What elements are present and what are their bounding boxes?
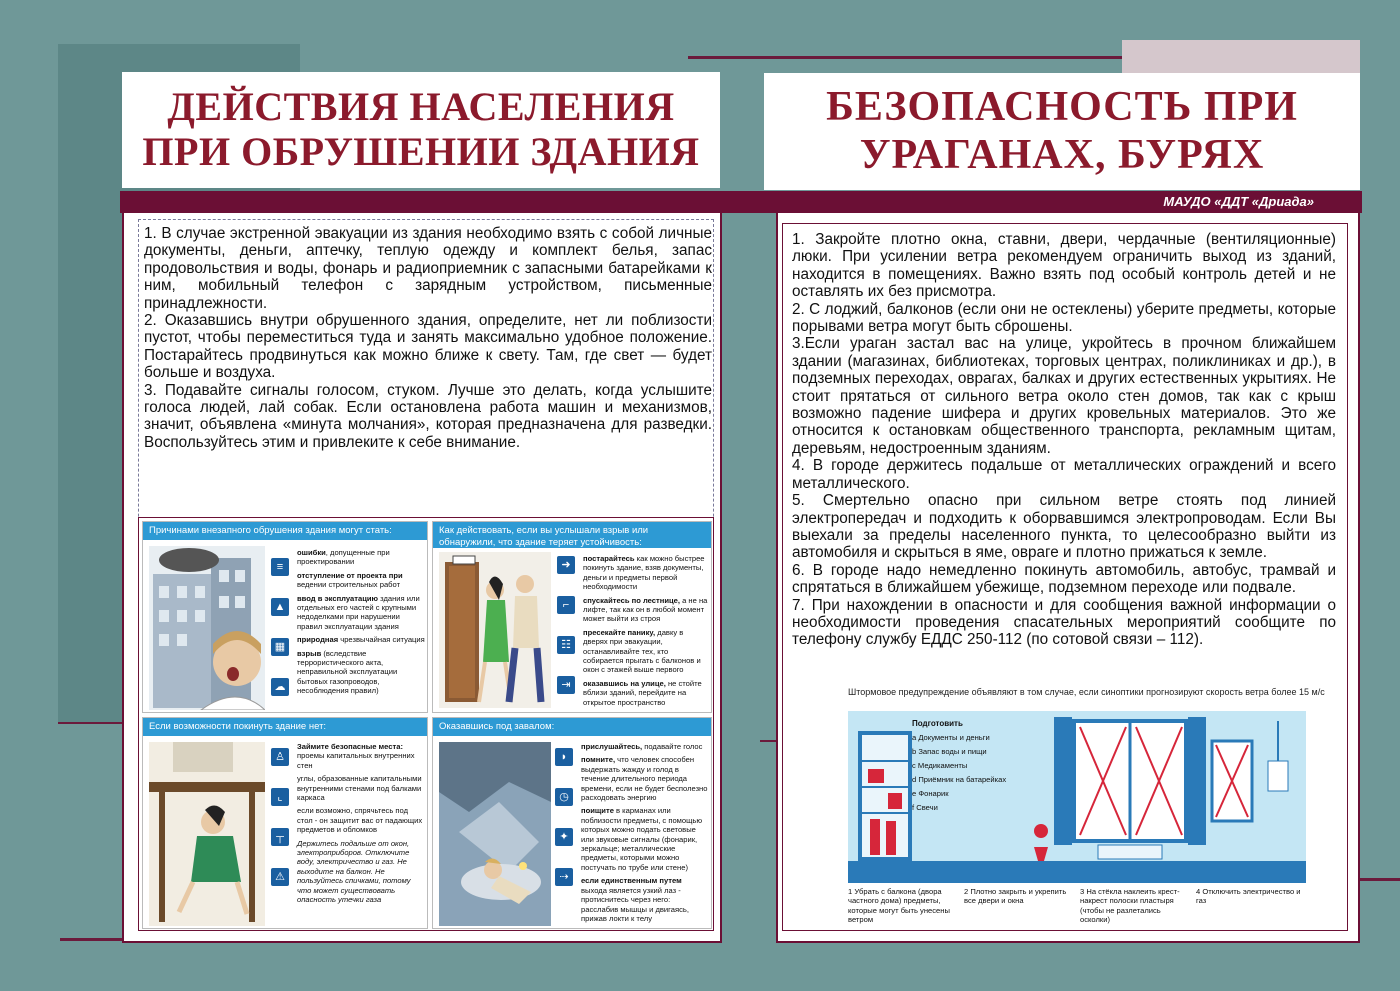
- paragraph: 2. Оказавшись внутри обрушенного здания, определите, нет ли поблизости пустот, чтобы переместиться туда и занять максимально удобное положение. Постарайтесь продвинуться как можно ближе к свету. Там, где свет — будет больше и воздуха.: [144, 312, 712, 382]
- stairs-icon: ⌐: [557, 596, 575, 614]
- causes-section: [142, 521, 428, 713]
- list-item: углы, образованные капитальными внутренними стенами под балками каркаса: [297, 774, 422, 803]
- icon-column: [271, 558, 295, 713]
- right-panel: [776, 213, 1360, 943]
- step-item: 4 Отключить электричество и газ: [1196, 887, 1301, 906]
- corner-icon: ⌞: [271, 788, 289, 806]
- icon-column: [557, 556, 581, 713]
- list-item: прислушайтесь, подавайте голос: [581, 742, 703, 751]
- legend-item: b Запас воды и пищи: [912, 747, 987, 756]
- list-item: ошибки, допущенные при проектировании: [297, 548, 390, 567]
- storm-warning-infographic: [792, 681, 1336, 931]
- icon-column: [271, 748, 295, 908]
- construction-icon: ▲: [271, 598, 289, 616]
- list-item: помните, что человек способен выдержать жажду и голод в течение длительного периода времени, если не будет бесполезно расходовать энергию: [581, 755, 708, 803]
- paragraph: 6. В городе надо немедленно покинуть автомобиль, автобус, трамвай и спрятаться в ближайшем убежище, подземном переходе или подвале.: [792, 561, 1336, 597]
- flashlight-icon: ✦: [555, 828, 573, 846]
- paragraph: 1. В случае экстренной эвакуации из здания необходимо взять с собой личные документы, деньги, аптечку, теплую одежду и комплект белья, запас продовольствия и воды, фонарь и радиоприемник с запасными батарейками к ним, мобильный телефон с зарядным устройством, письменные принадлежности.: [144, 225, 712, 312]
- step-item: 2 Плотно закрыть и укрепить все двери и окна: [964, 887, 1067, 906]
- table-icon: ┬: [271, 828, 289, 846]
- building-icon: ▦: [271, 638, 289, 656]
- ear-icon: ◗: [555, 748, 573, 766]
- no-exit-list: [297, 742, 425, 909]
- paragraph: 3.Если ураган застал вас на улице, укройтесь в прочном ближайшем здании (магазинах, библиотеках, торговых центрах, поликлиниках и др.), в подземных переходах, оврагах, балках и других естественных укрытиях. Не стоит прятаться от сильного ветра около стен домов, так как с крыш возможно падение шифера и других кровельных материалов. Это же относится к остановкам общественного транспорта, рекламным щитам, деревьям, недостроенным зданиям.: [792, 335, 1336, 457]
- under-rubble-section: [432, 717, 712, 929]
- paragraph: 4. В городе держитесь подальше от металлических ограждений и всего металлического.: [792, 457, 1336, 492]
- list-item: Займите безопасные места: проемы капитальных внутренних стен: [297, 742, 415, 770]
- clock-icon: ◷: [555, 788, 573, 806]
- legend-item: a Документы и деньги: [912, 733, 990, 742]
- list-item: взрыв (вследствие террористического акта, неправильной эксплуатации бытовых газопроводов, несоблюдения правил): [297, 648, 398, 696]
- legend-item: e Фонарик: [912, 789, 949, 798]
- paragraph: 7. При нахождении в опасности и для сообщения важной информации о необходимости проведения спасательных мероприятий сообщите по телефону службу ЕДДС 250-112 (по сотовой связи – 112).: [792, 596, 1336, 649]
- section-heading: Если возможности покинуть здание нет:: [143, 718, 427, 736]
- causes-list: [297, 548, 425, 700]
- legend-item: c Медикаменты: [912, 761, 968, 770]
- collapsing-building-illustration: [149, 546, 265, 710]
- exit-icon: ⇥: [557, 676, 575, 694]
- crowd-icon: ☷: [557, 636, 575, 654]
- shelter-under-table-illustration: [149, 742, 265, 926]
- storm-icon: ☁: [271, 678, 289, 696]
- list-item: постарайтесь как можно быстрее покинуть здание, взяв документы, деньги и предметы первой необходимости: [583, 554, 705, 592]
- preparation-legend: [912, 717, 1006, 815]
- no-exit-section: [142, 717, 428, 929]
- list-item: природная чрезвычайная ситуация: [297, 635, 425, 645]
- section-heading: Как действовать, если вы услышали взрыв или обнаружили, что здание теряет устойчивость:: [433, 522, 711, 548]
- paragraph: 3. Подавайте сигналы голосом, стуком. Лучше это делать, когда услышите голоса людей, лай собак. Если остановлена работа машин и механизмов, значит, объявлена «минута молчания», которая предназначена для разведки. Воспользуйтесь этим и привлеките к себе внимание.: [144, 381, 712, 451]
- paragraph: 2. С лоджий, балконов (если они не остеклены) уберите предметы, которые порывами ветра могут быть сброшены.: [792, 300, 1336, 336]
- legend-item: d Приёмник на батарейках: [912, 775, 1007, 784]
- list-item: ввод в эксплуатацию здания или отдельных его частей с крупными недоделками при нарушении правил эксплуатации здания: [297, 593, 420, 631]
- right-title: БЕЗОПАСНОСТЬ ПРИ УРАГАНАХ, БУРЯХ: [826, 84, 1298, 178]
- trapped-under-rubble-illustration: [439, 742, 551, 926]
- explosion-actions-section: [432, 521, 712, 713]
- legend-item: f Свечи: [912, 803, 938, 812]
- left-title: ДЕЙСТВИЯ НАСЕЛЕНИЯ ПРИ ОБРУШЕНИИ ЗДАНИЯ: [142, 84, 700, 174]
- legend-title: Подготовить: [912, 719, 963, 728]
- section-heading: Оказавшись под завалом:: [433, 718, 711, 736]
- right-title-box: [764, 73, 1360, 190]
- header-band: [120, 191, 1362, 213]
- person-in-doorway-icon: ♙: [271, 748, 289, 766]
- list-item: спускайтесь по лестнице, а не на лифте, так как он в любой момент может выйти из строя: [583, 595, 708, 624]
- organization-label: МАУДО «ДДТ «Дриада»: [1163, 194, 1314, 209]
- blueprint-icon: ≡: [271, 558, 289, 576]
- icon-column: [555, 748, 579, 908]
- evacuation-illustration: [439, 552, 551, 708]
- list-item: отступление от проекта при ведении строительных работ: [297, 570, 403, 590]
- running-person-icon: ➜: [557, 556, 575, 574]
- left-instructions: [144, 225, 712, 451]
- under-rubble-list: [581, 742, 709, 927]
- step-item: 1 Убрать с балкона (двора частного дома) предметы, которые могут быть унесены ветром: [848, 887, 950, 925]
- section-heading: Причинами внезапного обрушения здания могут стать:: [143, 522, 427, 540]
- list-item: оказавшись на улице, не стойте вблизи зданий, перейдите на открытое пространство: [583, 678, 702, 707]
- window-warning-icon: ⚠: [271, 868, 289, 886]
- left-panel: [122, 213, 722, 943]
- paragraph: 5. Смертельно опасно при сильном ветре стоять под линией электропередач и подходить к оборвавшимся электропроводам. Если Вы выехали за пределы населенного пункта, то целесообразно выйти из автомобиля и скрыться в яме, овраге и плотно прижаться к земле.: [792, 492, 1336, 562]
- list-item: если единственным путем выхода является узкий лаз - протиснитесь через него: расслабив мышцы и двигаясь, прижав локти к телу: [581, 876, 689, 923]
- preparation-steps: [848, 887, 1306, 925]
- right-instructions: [792, 231, 1336, 649]
- list-item: Держитесь подальше от окон, электроприборов. Отключите воду, электричество и газ. Не выходите на балкон. Не пользуйтесь спичками, потому что может существовать опасность утечки газа: [297, 838, 411, 905]
- crawl-icon: ⇢: [555, 868, 573, 886]
- collapse-infographic: [138, 517, 714, 931]
- list-item: поищите в карманах или поблизости предметы, с помощью которых можно подать световые или звуковые сигналы (фонарик, зеркальце; металлические предметы, которыми можно постучать по трубе или стене): [581, 806, 703, 872]
- storm-warning-heading: Штормовое предупреждение объявляют в том случае, если синоптики прогнозируют скорость ветра более 15 м/с: [848, 687, 1325, 697]
- list-item: если возможно, спрячьтесь под стол - он защитит вас от падающих предметов и обломков: [297, 806, 423, 835]
- paragraph: 1. Закройте плотно окна, ставни, двери, чердачные (вентиляционные) люки. При усилении ветра рекомендуем ограничить выход из зданий, находится в помещениях. Важно взять под особый контроль детей и не оставлять их без присмотра.: [792, 231, 1336, 301]
- left-title-box: [122, 72, 720, 188]
- list-item: пресекайте панику, давку в дверях при эвакуации, останавливайте тех, кто собирается прыгать с балконов и окон с этажей выше первого: [583, 627, 701, 675]
- explosion-actions-list: [583, 554, 709, 711]
- decor-block-pink: [1122, 40, 1360, 74]
- step-item: 3 На стёкла наклеить крест-накрест полоски пластыря (чтобы не разлетались осколки): [1080, 887, 1180, 925]
